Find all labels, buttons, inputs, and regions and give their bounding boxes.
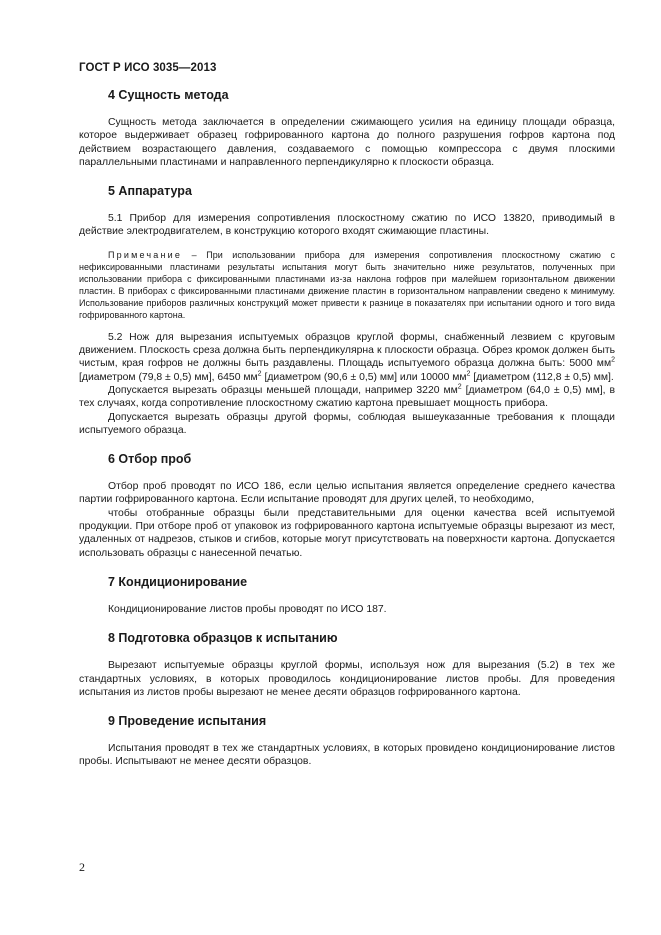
superscript: 2 (466, 370, 471, 378)
text-run: [диаметром (112,8 ± 0,5) мм]. (470, 371, 614, 383)
section-7-paragraph: Кондиционирование листов пробы проводят по ИСО 187. (108, 603, 387, 615)
section-6-paragraph-2: чтобы отобранные образцы были представительными для оценки качества всей испытуемой продукции. При отборе проб от упаковок из гофрированного картона испытуемые образцы вырезают из мест, удаленных от надрезов, стыков и сгибов, которые могут присутствовать на поверхности картона. Допускается использовать образцы с нанесенной печатью. (79, 507, 615, 559)
section-5-title: 5 Аппаратура (108, 184, 192, 199)
document-header: ГОСТ Р ИСО 3035—2013 (79, 62, 217, 74)
superscript: 2 (257, 370, 262, 378)
superscript: 2 (611, 356, 615, 364)
note-label: Примечание (108, 249, 183, 260)
section-9-paragraph: Испытания проводят в тех же стандартных условиях, в которых провидено кондиционирование листов пробы. Испытывают не менее десяти образцов. (79, 743, 615, 768)
section-5-note (79, 249, 615, 321)
text-run: 5.2 Нож для вырезания испытуемых образцов круглой формы, снабженный лезвием с круговым движением. Плоскость среза должна быть перпендикулярна к плоскости образца. Обрез кромок должен быть чистым, края гофров не должны быть раздавлены. Площадь испытуемого образца должна быть: 5000 мм (79, 331, 615, 370)
section-5-paragraph-other-shapes: Допускается вырезать образцы другой формы, соблюдая вышеуказанные требования к площади испытуемого образца. (79, 411, 615, 436)
note-text: – При использовании прибора для измерения сопротивления плоскостному сжатию с нефиксированными пластинами результаты испытания могут быть значительно ниже результатов, полученных при использовании прибора с фиксированными пластинами из-за наклона гофров при малейшем горизонтальном движении пластин. В приборах с фиксированными пластинами движение пластин в горизонтальном направлении сведено к минимуму. Использование приборов различных конструкций может привести к разнице в показателях при испытании одного и того вида гофрированного картона. (79, 249, 615, 320)
section-8-paragraph: Вырезают испытуемые образцы круглой формы, используя нож для вырезания (5.2) в тех же стандартных условиях, в которых проводилось кондиционирование листов пробы. Для проведения испытания из листов пробы вырезают не менее десяти образцов гофрированного картона. (79, 660, 615, 698)
text-run: [диаметром (79,8 ± 0,5) мм], 6450 мм (79, 371, 258, 383)
section-6-paragraph-1: Отбор проб проводят по ИСО 186, если целью испытания является определение среднего качества партии гофрированного картона. Если испытание проводят для других целей, то необходимо, (79, 481, 615, 506)
section-5-paragraph-smaller-samples (79, 384, 615, 411)
text-run: [диаметром (64,0 ± 0,5) мм], в тех случаях, когда сопротивление плоскостному сжатию картона превышает мощность прибора. (79, 384, 615, 410)
section-4-paragraph: Сущность метода заключается в определении сжимающего усилия на единицу площади образца, которое выдерживает образец гофрированного картона до полного разрушения гофров картона под действием возрастающего давления, создаваемого с помощью компрессора с двумя плоскими параллельными пластинами и направленного перпендикулярно к плоскости образца. (79, 117, 615, 168)
section-7-title: 7 Кондиционирование (108, 574, 248, 589)
superscript: 2 (457, 383, 462, 391)
section-5-1-paragraph: 5.1 Прибор для измерения сопротивления плоскостному сжатию по ИСО 13820, приводимый в действие электродвигателем, в конструкцию которого входят сжимающие пластины. (79, 213, 615, 238)
section-4-title: 4 Сущность метода (108, 88, 229, 102)
section-9-title: 9 Проведение испытания (108, 714, 267, 729)
text-run: [диаметром (90,6 ± 0,5) мм] или 10000 мм (261, 371, 467, 383)
section-5-2-paragraph (79, 331, 615, 384)
text-run: Допускается вырезать образцы меньшей площади, например 3220 мм (108, 384, 458, 396)
page-number: 2 (79, 860, 85, 874)
section-8-title: 8 Подготовка образцов к испытанию (108, 631, 338, 646)
document-body (79, 87, 615, 769)
section-6-title: 6 Отбор проб (108, 452, 192, 467)
